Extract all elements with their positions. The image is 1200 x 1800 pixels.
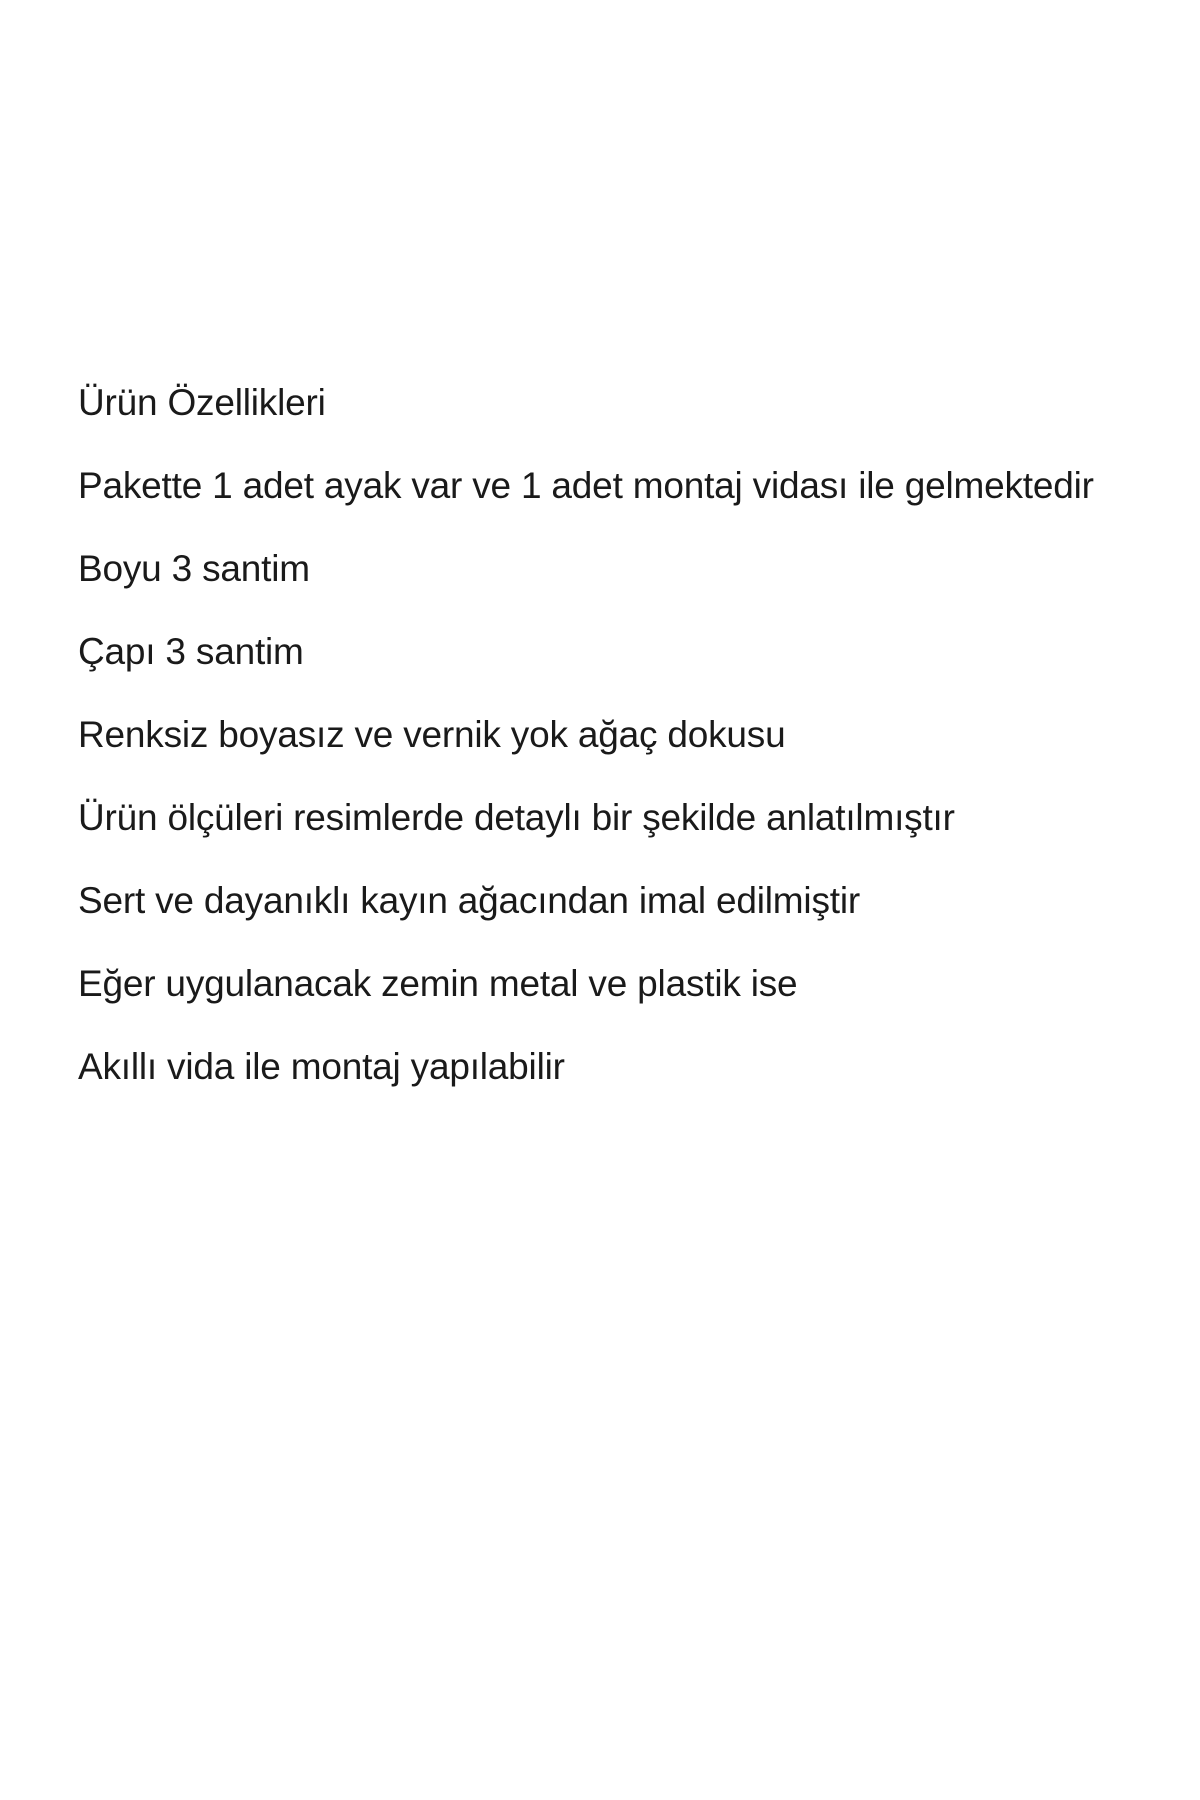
product-description [78, 382, 1158, 1129]
description-line: Ürün ölçüleri resimlerde detaylı bir şekilde anlatılmıştır [78, 797, 955, 838]
description-line: Renksiz boyasız ve vernik yok ağaç dokusu [78, 714, 786, 755]
description-line: Akıllı vida ile montaj yapılabilir [78, 1046, 565, 1087]
section-heading: Ürün Özellikleri [78, 382, 326, 423]
description-line: Çapı 3 santim [78, 631, 304, 672]
description-line: Sert ve dayanıklı kayın ağacından imal edilmiştir [78, 880, 860, 921]
description-line: Eğer uygulanacak zemin metal ve plastik ise [78, 963, 798, 1004]
description-line: Pakette 1 adet ayak var ve 1 adet montaj vidası ile gelmektedir [78, 465, 1094, 506]
description-line: Boyu 3 santim [78, 548, 310, 589]
